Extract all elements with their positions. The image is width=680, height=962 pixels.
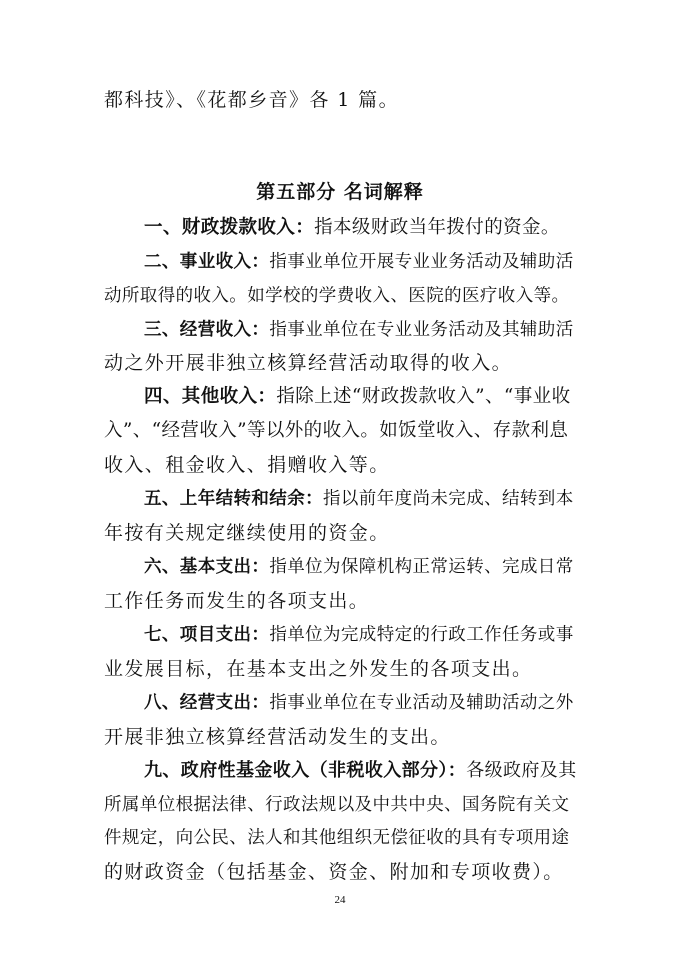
definition-continuation: 件规定，向公民、法人和其他组织无偿征收的具有专项用途	[104, 828, 570, 848]
term-label: 四、其他收入：	[144, 386, 277, 407]
definition-government-fund-income	[144, 759, 580, 783]
definition-continuation: 业发展目标，在基本支出之外发生的各项支出。	[104, 658, 533, 680]
term-label: 三、经营收入：	[144, 320, 270, 340]
term-label: 九、政府性基金收入（非税收入部分）：	[144, 760, 467, 781]
definition-text: 指除上述“财政拨款收入”、“事业收	[276, 386, 571, 407]
carryover-line: 都科技》、《花都乡音》各 1 篇。	[104, 89, 399, 111]
definition-financial-appropriation	[144, 216, 580, 240]
page-number: 24	[334, 894, 346, 906]
definition-operating-income	[144, 318, 580, 342]
definition-business-income	[144, 250, 580, 274]
definition-continuation: 年按有关规定继续使用的资金。	[104, 522, 390, 544]
definition-continuation: 动所取得的收入。如学校的学费收入、医院的医疗收入等。	[104, 286, 570, 306]
definition-text: 指单位为保障机构正常运转、完成日常	[269, 557, 574, 577]
definition-continuation: 工作任务而发生的各项支出。	[104, 590, 370, 612]
definition-continuation: 开展非独立核算经营活动发生的支出。	[104, 726, 451, 748]
definition-other-income	[144, 385, 580, 409]
definition-operating-expenditure	[144, 691, 580, 715]
section-heading: 第五部分 名词解释	[256, 181, 424, 203]
term-label: 七、项目支出：	[144, 625, 270, 645]
definition-text: 指事业单位在专业业务活动及其辅助活	[269, 320, 574, 340]
term-label: 六、基本支出：	[144, 557, 270, 577]
definition-carryover-balance	[144, 487, 580, 511]
term-label: 五、上年结转和结余：	[144, 489, 323, 509]
definition-text: 指事业单位开展专业业务活动及辅助活	[269, 252, 574, 272]
definition-text: 指本级财政当年拨付的资金。	[314, 217, 560, 238]
definition-continuation: 动之外开展非独立核算经营活动取得的收入。	[104, 352, 513, 374]
definition-continuation: 的财政资金（包括基金、资金、附加和专项收费）。	[104, 861, 564, 883]
term-label: 一、财政拨款收入：	[144, 217, 315, 238]
definition-basic-expenditure	[144, 555, 580, 579]
definition-continuation: 入”、“经营收入”等以外的收入。如饭堂收入、存款利息	[104, 420, 569, 441]
definition-continuation: 收入、租金收入、捐赠收入等。	[104, 454, 390, 476]
definition-text: 指单位为完成特定的行政工作任务或事	[269, 625, 574, 645]
term-label: 八、经营支出：	[144, 693, 270, 713]
term-label: 二、事业收入：	[144, 252, 270, 272]
definition-project-expenditure	[144, 623, 580, 647]
definition-text: 指事业单位在专业活动及辅助活动之外	[269, 693, 574, 713]
definition-continuation: 所属单位根据法律、行政法规以及中共中央、国务院有关文	[104, 795, 570, 815]
definition-text: 各级政府及其	[466, 760, 577, 781]
definition-text: 指以前年度尚未完成、结转到本	[323, 489, 574, 509]
